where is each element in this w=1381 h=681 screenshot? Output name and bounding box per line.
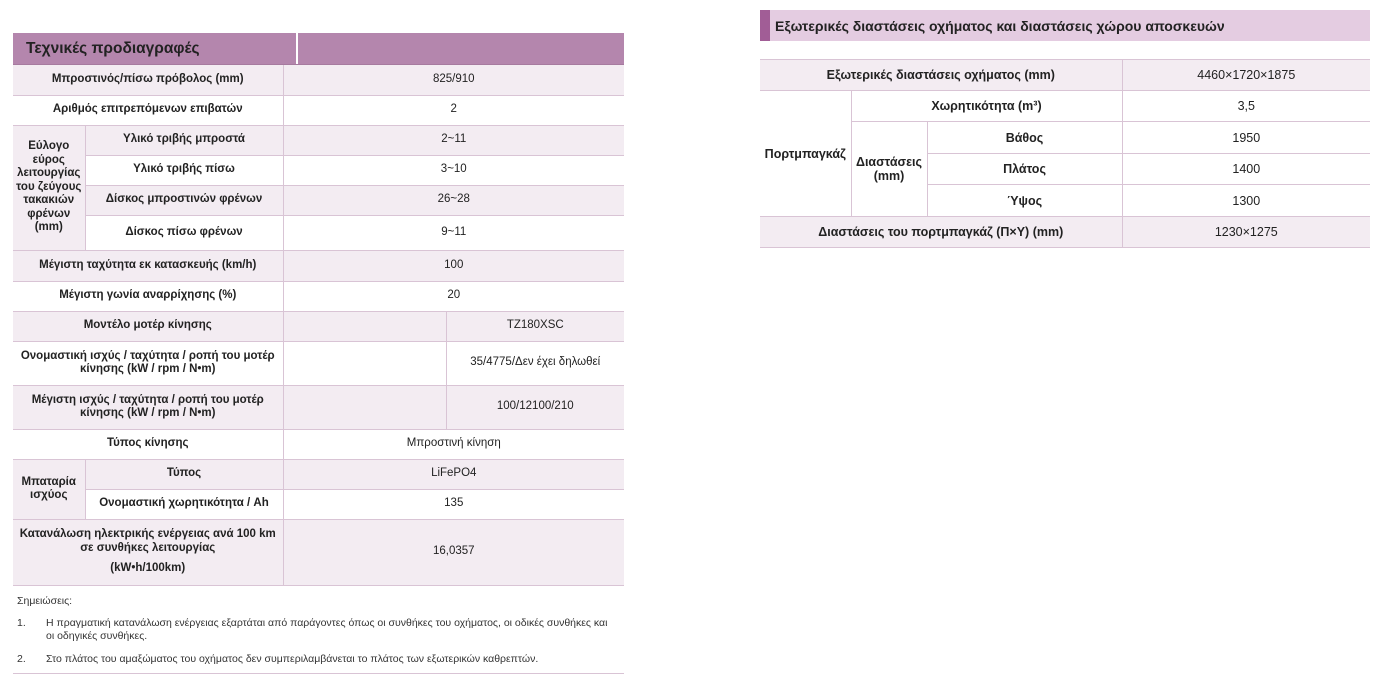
- row-value: 26~28: [283, 185, 624, 215]
- row-label: Διαστάσεις του πορτμπαγκάζ (Π×Υ) (mm): [760, 217, 1122, 248]
- row-label: Μοντέλο μοτέρ κίνησης: [13, 311, 283, 341]
- table-row: [13, 311, 624, 341]
- row-value: 825/910: [283, 65, 624, 95]
- table-row: [13, 489, 624, 519]
- brake-wear-group-label: Εύλογο εύρος λειτουργίας του ζεύγους τακακιών φρένων (mm): [13, 125, 85, 250]
- row-label: Υλικό τριβής πίσω: [85, 155, 283, 185]
- table-row: [13, 519, 624, 585]
- notes-section: [13, 595, 624, 674]
- row-label: Τύπος κίνησης: [13, 429, 283, 459]
- row-label: Δίσκος πίσω φρένων: [85, 215, 283, 250]
- specs-title: Τεχνικές προδιαγραφές: [13, 33, 298, 64]
- row-value: Μπροστινή κίνηση: [283, 429, 624, 459]
- row-value: 20: [283, 281, 624, 311]
- row-label: Ύψος: [927, 185, 1122, 217]
- battery-group-label: Μπαταρία ισχύος: [13, 459, 85, 519]
- row-label: Αριθμός επιτρεπόμενων επιβατών: [13, 95, 283, 125]
- table-row: [13, 65, 624, 95]
- row-label: Ονομαστική χωρητικότητα / Ah: [85, 489, 283, 519]
- row-label: Μπροστινός/πίσω πρόβολος (mm): [13, 65, 283, 95]
- note-text: Η πραγματική κατανάλωση ενέργειας εξαρτάται από παράγοντες όπως οι συνθήκες του οχήματος, οι οδικές συνθήκες και οι οδηγικές συνθήκες.: [46, 616, 608, 642]
- table-row: [13, 341, 624, 385]
- row-label: Βάθος: [927, 122, 1122, 154]
- specs-table: [13, 65, 624, 586]
- row-label: Χωρητικότητα (m³): [851, 91, 1122, 122]
- note-item: [13, 617, 624, 643]
- row-value: 1230×1275: [1122, 217, 1370, 248]
- consumption-label: Κατανάλωση ηλεκτρικής ενέργειας ανά 100 km σε συνθήκες λειτουργίας: [19, 528, 276, 554]
- row-label: Πλάτος: [927, 154, 1122, 185]
- table-row: [760, 122, 1370, 154]
- trunk-group-label: Πορτμπαγκάζ: [760, 91, 851, 217]
- row-label: Μέγιστη ταχύτητα εκ κατασκευής (km/h): [13, 250, 283, 281]
- note-number: 1.: [17, 616, 26, 629]
- table-row: [13, 429, 624, 459]
- table-row: [13, 459, 624, 489]
- consumption-unit: (kW•h/100km): [110, 562, 186, 575]
- table-row: [13, 385, 624, 429]
- row-label: Δίσκος μπροστινών φρένων: [85, 185, 283, 215]
- row-label: Ονομαστική ισχύς / ταχύτητα / ροπή του μοτέρ κίνησης (kW / rpm / N•m): [13, 341, 283, 385]
- table-row: [13, 95, 624, 125]
- row-label: Μέγιστη ισχύς / ταχύτητα / ροπή του μοτέρ κίνησης (kW / rpm / N•m): [13, 385, 283, 429]
- row-value: 3~10: [283, 155, 624, 185]
- table-row: [13, 155, 624, 185]
- table-row: [13, 125, 624, 155]
- row-label: Εξωτερικές διαστάσεις οχήματος (mm): [760, 60, 1122, 91]
- row-value: 9~11: [283, 215, 624, 250]
- table-row: [13, 281, 624, 311]
- notes-divider: [13, 673, 624, 674]
- table-row: [13, 250, 624, 281]
- row-value: 1950: [1122, 122, 1370, 154]
- specs-header: [13, 33, 624, 65]
- dimensions-table: [760, 59, 1370, 248]
- table-row: [13, 215, 624, 250]
- notes-title: Σημειώσεις:: [17, 594, 73, 607]
- dimensions-panel: [760, 10, 1370, 248]
- dimensions-header: [760, 10, 1370, 41]
- table-row: [760, 217, 1370, 248]
- note-item: [13, 653, 624, 666]
- row-label: [13, 519, 283, 585]
- row-label: Μέγιστη γωνία αναρρίχησης (%): [13, 281, 283, 311]
- row-value: 100/12100/210: [446, 385, 624, 429]
- row-value: 2: [283, 95, 624, 125]
- dimensions-group-label: Διαστάσεις (mm): [851, 122, 927, 217]
- row-label: Υλικό τριβής μπροστά: [85, 125, 283, 155]
- row-value: 3,5: [1122, 91, 1370, 122]
- note-text: Στο πλάτος του αμαξώματος του οχήματος δεν συμπεριλαμβάνεται το πλάτος των εξωτερικών καθρεπτών.: [46, 652, 539, 665]
- note-number: 2.: [17, 652, 26, 665]
- row-value: TZ180XSC: [446, 311, 624, 341]
- table-row: [760, 91, 1370, 122]
- technical-specs-panel: [13, 33, 624, 674]
- dimensions-title: Εξωτερικές διαστάσεις οχήματος και διαστάσεις χώρου αποσκευών: [775, 17, 1225, 34]
- row-value: 1300: [1122, 185, 1370, 217]
- row-value: 100: [283, 250, 624, 281]
- row-label: Τύπος: [85, 459, 283, 489]
- row-value: 1400: [1122, 154, 1370, 185]
- row-value: 2~11: [283, 125, 624, 155]
- row-value: 135: [283, 489, 624, 519]
- table-row: [760, 60, 1370, 91]
- table-row: [13, 185, 624, 215]
- row-value: 4460×1720×1875: [1122, 60, 1370, 91]
- row-value: LiFePO4: [283, 459, 624, 489]
- row-value: 35/4775/Δεν έχει δηλωθεί: [446, 341, 624, 385]
- row-value: 16,0357: [283, 519, 624, 585]
